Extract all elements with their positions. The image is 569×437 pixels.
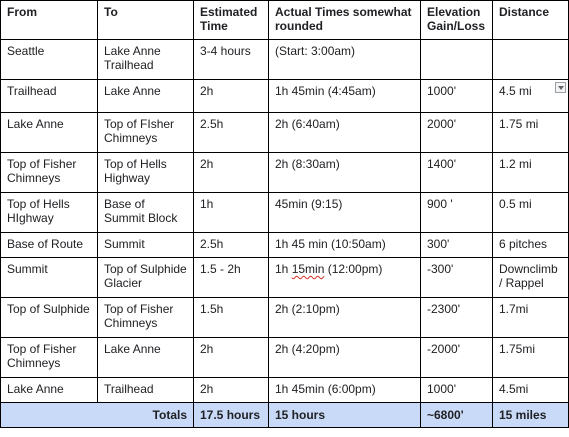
cell-estimated[interactable]: 3-4 hours	[194, 40, 269, 80]
cell-elevation[interactable]: -2300'	[421, 298, 493, 338]
cell-elevation[interactable]: 1000'	[421, 80, 493, 113]
cell-distance[interactable]: 4.5mi	[493, 378, 569, 403]
cell-to[interactable]: Top of Sulphide Glacier	[98, 258, 194, 298]
totals-row	[1, 403, 569, 428]
table-row	[1, 378, 569, 403]
table-row	[1, 233, 569, 258]
table-row	[1, 80, 569, 113]
cell-distance[interactable]: Downclimb / Rappel	[493, 258, 569, 298]
table-row	[1, 338, 569, 378]
header-distance[interactable]: Distance	[493, 1, 569, 40]
cell-from[interactable]: Trailhead	[1, 80, 98, 113]
distance-text: 4.5 mi	[499, 84, 532, 98]
cell-actual[interactable]: 1h 45min (6:00pm)	[269, 378, 421, 403]
actual-text-prefix: 1h	[275, 262, 292, 276]
header-estimated-time[interactable]: Estimated Time	[194, 1, 269, 40]
cell-actual[interactable]: 1h 45min (4:45am)	[269, 80, 421, 113]
cell-actual[interactable]: (Start: 3:00am)	[269, 40, 421, 80]
header-actual-times[interactable]: Actual Times somewhat rounded	[269, 1, 421, 40]
cell-to[interactable]: Lake Anne	[98, 80, 194, 113]
header-elevation[interactable]: Elevation Gain/Loss	[421, 1, 493, 40]
totals-actual[interactable]: 15 hours	[269, 403, 421, 428]
header-row	[1, 1, 569, 40]
cell-distance[interactable]: 0.5 mi	[493, 193, 569, 233]
cell-distance[interactable]: 1.2 mi	[493, 153, 569, 193]
cell-actual[interactable]: 2h (6:40am)	[269, 113, 421, 153]
cell-from[interactable]: Top of Hells HIghway	[1, 193, 98, 233]
cell-actual[interactable]: 1h 45 min (10:50am)	[269, 233, 421, 258]
cell-elevation[interactable]: 2000'	[421, 113, 493, 153]
totals-elevation[interactable]: ~6800'	[421, 403, 493, 428]
cell-distance[interactable]	[493, 80, 569, 113]
table-row	[1, 113, 569, 153]
cell-from[interactable]: Top of Sulphide	[1, 298, 98, 338]
table-row	[1, 193, 569, 233]
totals-estimated[interactable]: 17.5 hours	[194, 403, 269, 428]
cell-to[interactable]: Trailhead	[98, 378, 194, 403]
cell-estimated[interactable]: 2h	[194, 153, 269, 193]
totals-label[interactable]: Totals	[1, 403, 194, 428]
cell-actual[interactable]	[269, 258, 421, 298]
cell-actual[interactable]: 2h (2:10pm)	[269, 298, 421, 338]
cell-estimated[interactable]: 1.5 - 2h	[194, 258, 269, 298]
dropdown-arrow-icon[interactable]	[555, 82, 566, 93]
cell-elevation[interactable]: 300'	[421, 233, 493, 258]
actual-text-suffix: (12:00pm)	[324, 262, 383, 276]
cell-from[interactable]: Base of Route	[1, 233, 98, 258]
cell-from[interactable]: Summit	[1, 258, 98, 298]
table-row	[1, 153, 569, 193]
cell-estimated[interactable]: 1h	[194, 193, 269, 233]
cell-to[interactable]: Top of Hells Highway	[98, 153, 194, 193]
cell-distance[interactable]: 1.7mi	[493, 298, 569, 338]
table-row	[1, 40, 569, 80]
cell-elevation[interactable]: 1400'	[421, 153, 493, 193]
cell-to[interactable]: Top of FIsher Chimneys	[98, 113, 194, 153]
cell-elevation[interactable]	[421, 40, 493, 80]
cell-elevation[interactable]: 1000'	[421, 378, 493, 403]
totals-distance[interactable]: 15 miles	[493, 403, 569, 428]
cell-actual[interactable]: 2h (8:30am)	[269, 153, 421, 193]
cell-from[interactable]: Lake Anne	[1, 113, 98, 153]
cell-from[interactable]: Seattle	[1, 40, 98, 80]
cell-to[interactable]: Summit	[98, 233, 194, 258]
cell-to[interactable]: Base of Summit Block	[98, 193, 194, 233]
cell-elevation[interactable]: 900 '	[421, 193, 493, 233]
header-to[interactable]: To	[98, 1, 194, 40]
cell-estimated[interactable]: 2.5h	[194, 113, 269, 153]
cell-estimated[interactable]: 2h	[194, 80, 269, 113]
spellcheck-underlined-word[interactable]: 15min	[291, 262, 325, 276]
cell-distance[interactable]: 1.75mi	[493, 338, 569, 378]
cell-estimated[interactable]: 2.5h	[194, 233, 269, 258]
cell-from[interactable]: Lake Anne	[1, 378, 98, 403]
table-row	[1, 258, 569, 298]
cell-to[interactable]: Lake Anne Trailhead	[98, 40, 194, 80]
cell-actual[interactable]: 2h (4:20pm)	[269, 338, 421, 378]
cell-estimated[interactable]: 1.5h	[194, 298, 269, 338]
header-from[interactable]: From	[1, 1, 98, 40]
cell-elevation[interactable]: -300'	[421, 258, 493, 298]
cell-distance[interactable]	[493, 40, 569, 80]
cell-estimated[interactable]: 2h	[194, 378, 269, 403]
cell-distance[interactable]: 6 pitches	[493, 233, 569, 258]
cell-from[interactable]: Top of Fisher Chimneys	[1, 153, 98, 193]
cell-distance[interactable]: 1.75 mi	[493, 113, 569, 153]
cell-actual[interactable]: 45min (9:15)	[269, 193, 421, 233]
cell-from[interactable]: Top of Fisher Chimneys	[1, 338, 98, 378]
cell-to[interactable]: Top of Fisher Chimneys	[98, 298, 194, 338]
table-row	[1, 298, 569, 338]
cell-elevation[interactable]: -2000'	[421, 338, 493, 378]
cell-estimated[interactable]: 2h	[194, 338, 269, 378]
cell-to[interactable]: Lake Anne	[98, 338, 194, 378]
